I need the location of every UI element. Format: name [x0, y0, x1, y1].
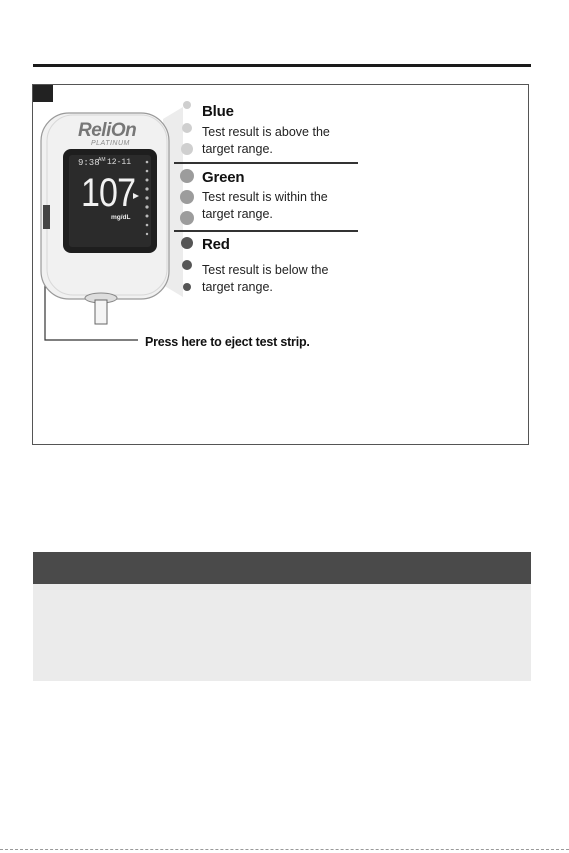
- top-rule: [33, 64, 531, 67]
- figure-box: [32, 84, 529, 445]
- eject-callout: Press here to eject test strip.: [145, 335, 310, 349]
- screen-ampm: AM: [98, 157, 106, 163]
- green-dot-3: [180, 211, 194, 225]
- test-strip: [95, 300, 107, 324]
- screen-time: 9:38: [78, 158, 100, 168]
- screen-unit: mg/dL: [111, 214, 131, 221]
- red-dot-3: [183, 283, 191, 291]
- legend-divider-1: [174, 162, 358, 164]
- red-dot-2: [182, 260, 192, 270]
- brand-logo: ReliOn: [78, 120, 137, 141]
- green-dot-2: [180, 190, 194, 204]
- screen-date: 12-11: [107, 158, 132, 167]
- legend-red-title: Red: [202, 236, 230, 253]
- red-dot-1: [181, 237, 193, 249]
- legend-blue-desc: Test result is above the target range.: [202, 125, 330, 156]
- legend-green-title: Green: [202, 169, 245, 186]
- model-label: PLATINUM: [91, 140, 130, 147]
- section-panel: [33, 584, 531, 681]
- page-edge-rule: [0, 849, 569, 850]
- section-header-bar: [33, 552, 531, 584]
- legend-red-desc: Test result is below the target range.: [202, 263, 329, 294]
- green-dot-1: [180, 169, 194, 183]
- legend-divider-2: [174, 230, 358, 232]
- legend-green-desc: Test result is within the target range.: [202, 190, 328, 221]
- side-button: [43, 205, 50, 229]
- legend-blue-title: Blue: [202, 103, 234, 120]
- screen-reading: 107: [81, 171, 136, 215]
- blue-dot-1: [183, 101, 191, 109]
- blue-dot-3: [181, 143, 193, 155]
- blue-dot-2: [182, 123, 192, 133]
